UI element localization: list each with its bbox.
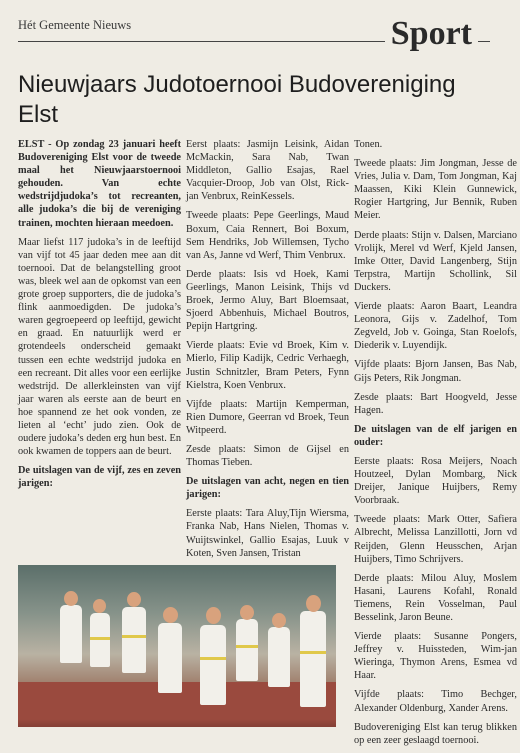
judo-photo bbox=[18, 565, 336, 727]
judo-belt bbox=[236, 645, 258, 648]
article-paragraph: Maar liefst 117 judoka’s in de leeftijd van vijf tot 45 jaar deden mee aan dit toernooi. Dat de belangstelling groot was, bleek wel aan de opkomst van een grote groep supporters, die de judoka’s flink aanmoedigden. De judoka’s waren gegroepeerd op leeftijd, gewicht en graad. En natuurlijk werd er grotendeels onderscheid gemaakt tussen een echte wedstrijd judoka en een recreant. Dit alles voor een eerlijke wedstrijd. De allerkleinsten van vijf jaar waren als eerste aan de beurt en hoe spannend ze het ook vonden, ze lieten al ‘echt’ judo zien. Ook de oudere judoka’s deden erg hun best. En ook kwamen de toppers aan de beurt. bbox=[18, 236, 181, 458]
column-1 bbox=[18, 138, 181, 496]
judoka-head bbox=[127, 592, 141, 607]
result-paragraph: Eerst plaats: Jasmijn Leisink, Aidan McMackin, Sara Nab, Twan Middleton, Gallio Esajas, Rael Vacquier-Droop, Job van Olst, Rick-jan Venbrux, ReinKessels. bbox=[186, 139, 349, 203]
result-paragraph: Tweede plaats: Mark Otter, Safiera Albrecht, Melissa Lanzillotti, Jorn vd Reijden, Glenn Heusschen, Arjan Huijbers, Timo Schrijvers. bbox=[354, 514, 517, 565]
article-lead: ELST - Op zondag 23 januari heeft Budovereniging Elst voor de tweede maal het Nieuwjaarstoernooi gehouden. Van echte wedstrijdjudoka’s tot recreanten, alle judoka’s die bij de vereniging trainen, mochten hieraan meedoen. bbox=[18, 139, 181, 229]
photo-shadow bbox=[18, 719, 336, 727]
result-paragraph: Zesde plaats: Simon de Gijsel en Thomas Tieben. bbox=[186, 443, 349, 469]
results-subheading-8-10: De uitslagen van acht, negen en tien jarigen: bbox=[186, 476, 349, 501]
result-paragraph: Derde plaats: Isis vd Hoek, Kami Geerlings, Manon Leisink, Thijs vd Broek, Jermo Aluy, Bart Bloemsaat, Sjoerd Abbenhuis, Michael Boutros, Pepijn Hartgring. bbox=[186, 268, 349, 333]
result-paragraph: Vierde plaats: Susanne Pongers, Jeffrey v. Huissteden, Wim-jan Wieringa, Thymon Arens, Esmea vd Haar. bbox=[354, 631, 517, 682]
column-2 bbox=[186, 138, 349, 566]
closing-paragraph: Budovereniging Elst kan terug blikken op een zeer geslaagd toernooi. bbox=[354, 721, 517, 746]
result-paragraph: Vijfde plaats: Martijn Kemperman, Rien Dumore, Geerran vd Broek, Teun Witpeerd. bbox=[186, 398, 349, 436]
judo-belt bbox=[300, 651, 326, 654]
result-paragraph: Eerste plaats: Rosa Meijers, Noach Houtzeel, Dylan Mombarg, Nick Dreijer, Janique Huijbers, Remy Voorbraak. bbox=[354, 455, 517, 507]
judoka-head bbox=[240, 605, 254, 620]
result-paragraph: Zesde plaats: Bart Hoogveld, Jesse Hagen. bbox=[354, 391, 517, 416]
judoka-figure bbox=[60, 605, 82, 663]
section-title: Sport bbox=[385, 14, 478, 54]
article-headline: Nieuwjaars Judotoernooi Budovereniging Elst bbox=[18, 71, 456, 128]
judoka-figure bbox=[236, 619, 258, 681]
judoka-figure bbox=[300, 611, 326, 707]
judoka-head bbox=[306, 595, 321, 612]
results-subheading-11-plus: De uitslagen van de elf jarigen en ouder: bbox=[354, 423, 517, 448]
result-paragraph: Eerste plaats: Tara Aluy,Tijn Wiersma, Franka Nab, Hans Nielen, Thomas v. Wuijtswinkel, Gallio Esajas, Luuk v Koten, Sven Jansen, Tristan bbox=[186, 508, 349, 559]
judoka-head bbox=[206, 607, 221, 624]
result-paragraph: Vijfde plaats: Timo Bechger, Alexander Oldenburg, Xander Arens. bbox=[354, 689, 517, 714]
result-paragraph: Tweede plaats: Pepe Geerlings, Maud Boxum, Caia Rennert, Boi Boxum, Sem Hendriks, Job Willemsen, Tycho van As, Janne vd Werf, Thim Venbrux. bbox=[186, 210, 349, 261]
result-paragraph: Vierde plaats: Evie vd Broek, Kim v. Mierlo, Filip Kadijk, Cedric Verhaegh, Justin Schnitzler, Bram Peters, Fynn Kielstra, Koen Venbrux. bbox=[186, 340, 349, 391]
judoka-figure bbox=[158, 623, 182, 693]
result-paragraph: Tonen. bbox=[354, 139, 383, 150]
column-3 bbox=[354, 138, 517, 753]
judoka-figure bbox=[200, 625, 226, 705]
judoka-head bbox=[64, 591, 78, 606]
result-paragraph: Tweede plaats: Jim Jongman, Jesse de Vries, Julia v. Dam, Tom Jongman, Kaj Maassen, Kiki Klein Gunnewick, Rogier Hartgring, Jur Bennik, Ruben Meier. bbox=[354, 158, 517, 222]
result-paragraph: Vierde plaats: Aaron Baart, Leandra Leonora, Gijs v. Zadelhof, Tom Zegveld, Job v. Goinga, Stan Roelofs, Diederik v. Luyendijk. bbox=[354, 301, 517, 352]
judoka-head bbox=[272, 613, 286, 628]
judo-belt bbox=[122, 635, 146, 638]
judoka-head bbox=[163, 607, 178, 623]
result-paragraph: Derde plaats: Milou Aluy, Moslem Hasani, Laurens Kofahl, Ronald Tiemens, Rein Vosselman, Paul Besselink, Jaron Beune. bbox=[354, 572, 517, 623]
result-paragraph: Vijfde plaats: Bjorn Jansen, Bas Nab, Gijs Peters, Rik Jongman. bbox=[354, 359, 517, 384]
judoka-figure bbox=[122, 607, 146, 673]
judoka-figure bbox=[268, 627, 290, 687]
masthead: Hét Gemeente Nieuws bbox=[18, 18, 132, 32]
judoka-figure bbox=[90, 613, 110, 667]
judo-belt bbox=[200, 657, 226, 660]
results-subheading-5-7: De uitslagen van de vijf, zes en zeven jarigen: bbox=[18, 465, 181, 490]
judo-belt bbox=[90, 637, 110, 640]
judoka-head bbox=[93, 599, 106, 613]
result-paragraph: Derde plaats: Stijn v. Dalsen, Marciano Vrolijk, Merel vd Werf, Kjeld Jansen, Imke Otter, David Langenberg, Stijn Terpstra, Martijn Schollink, Sil Duckers. bbox=[354, 229, 517, 293]
